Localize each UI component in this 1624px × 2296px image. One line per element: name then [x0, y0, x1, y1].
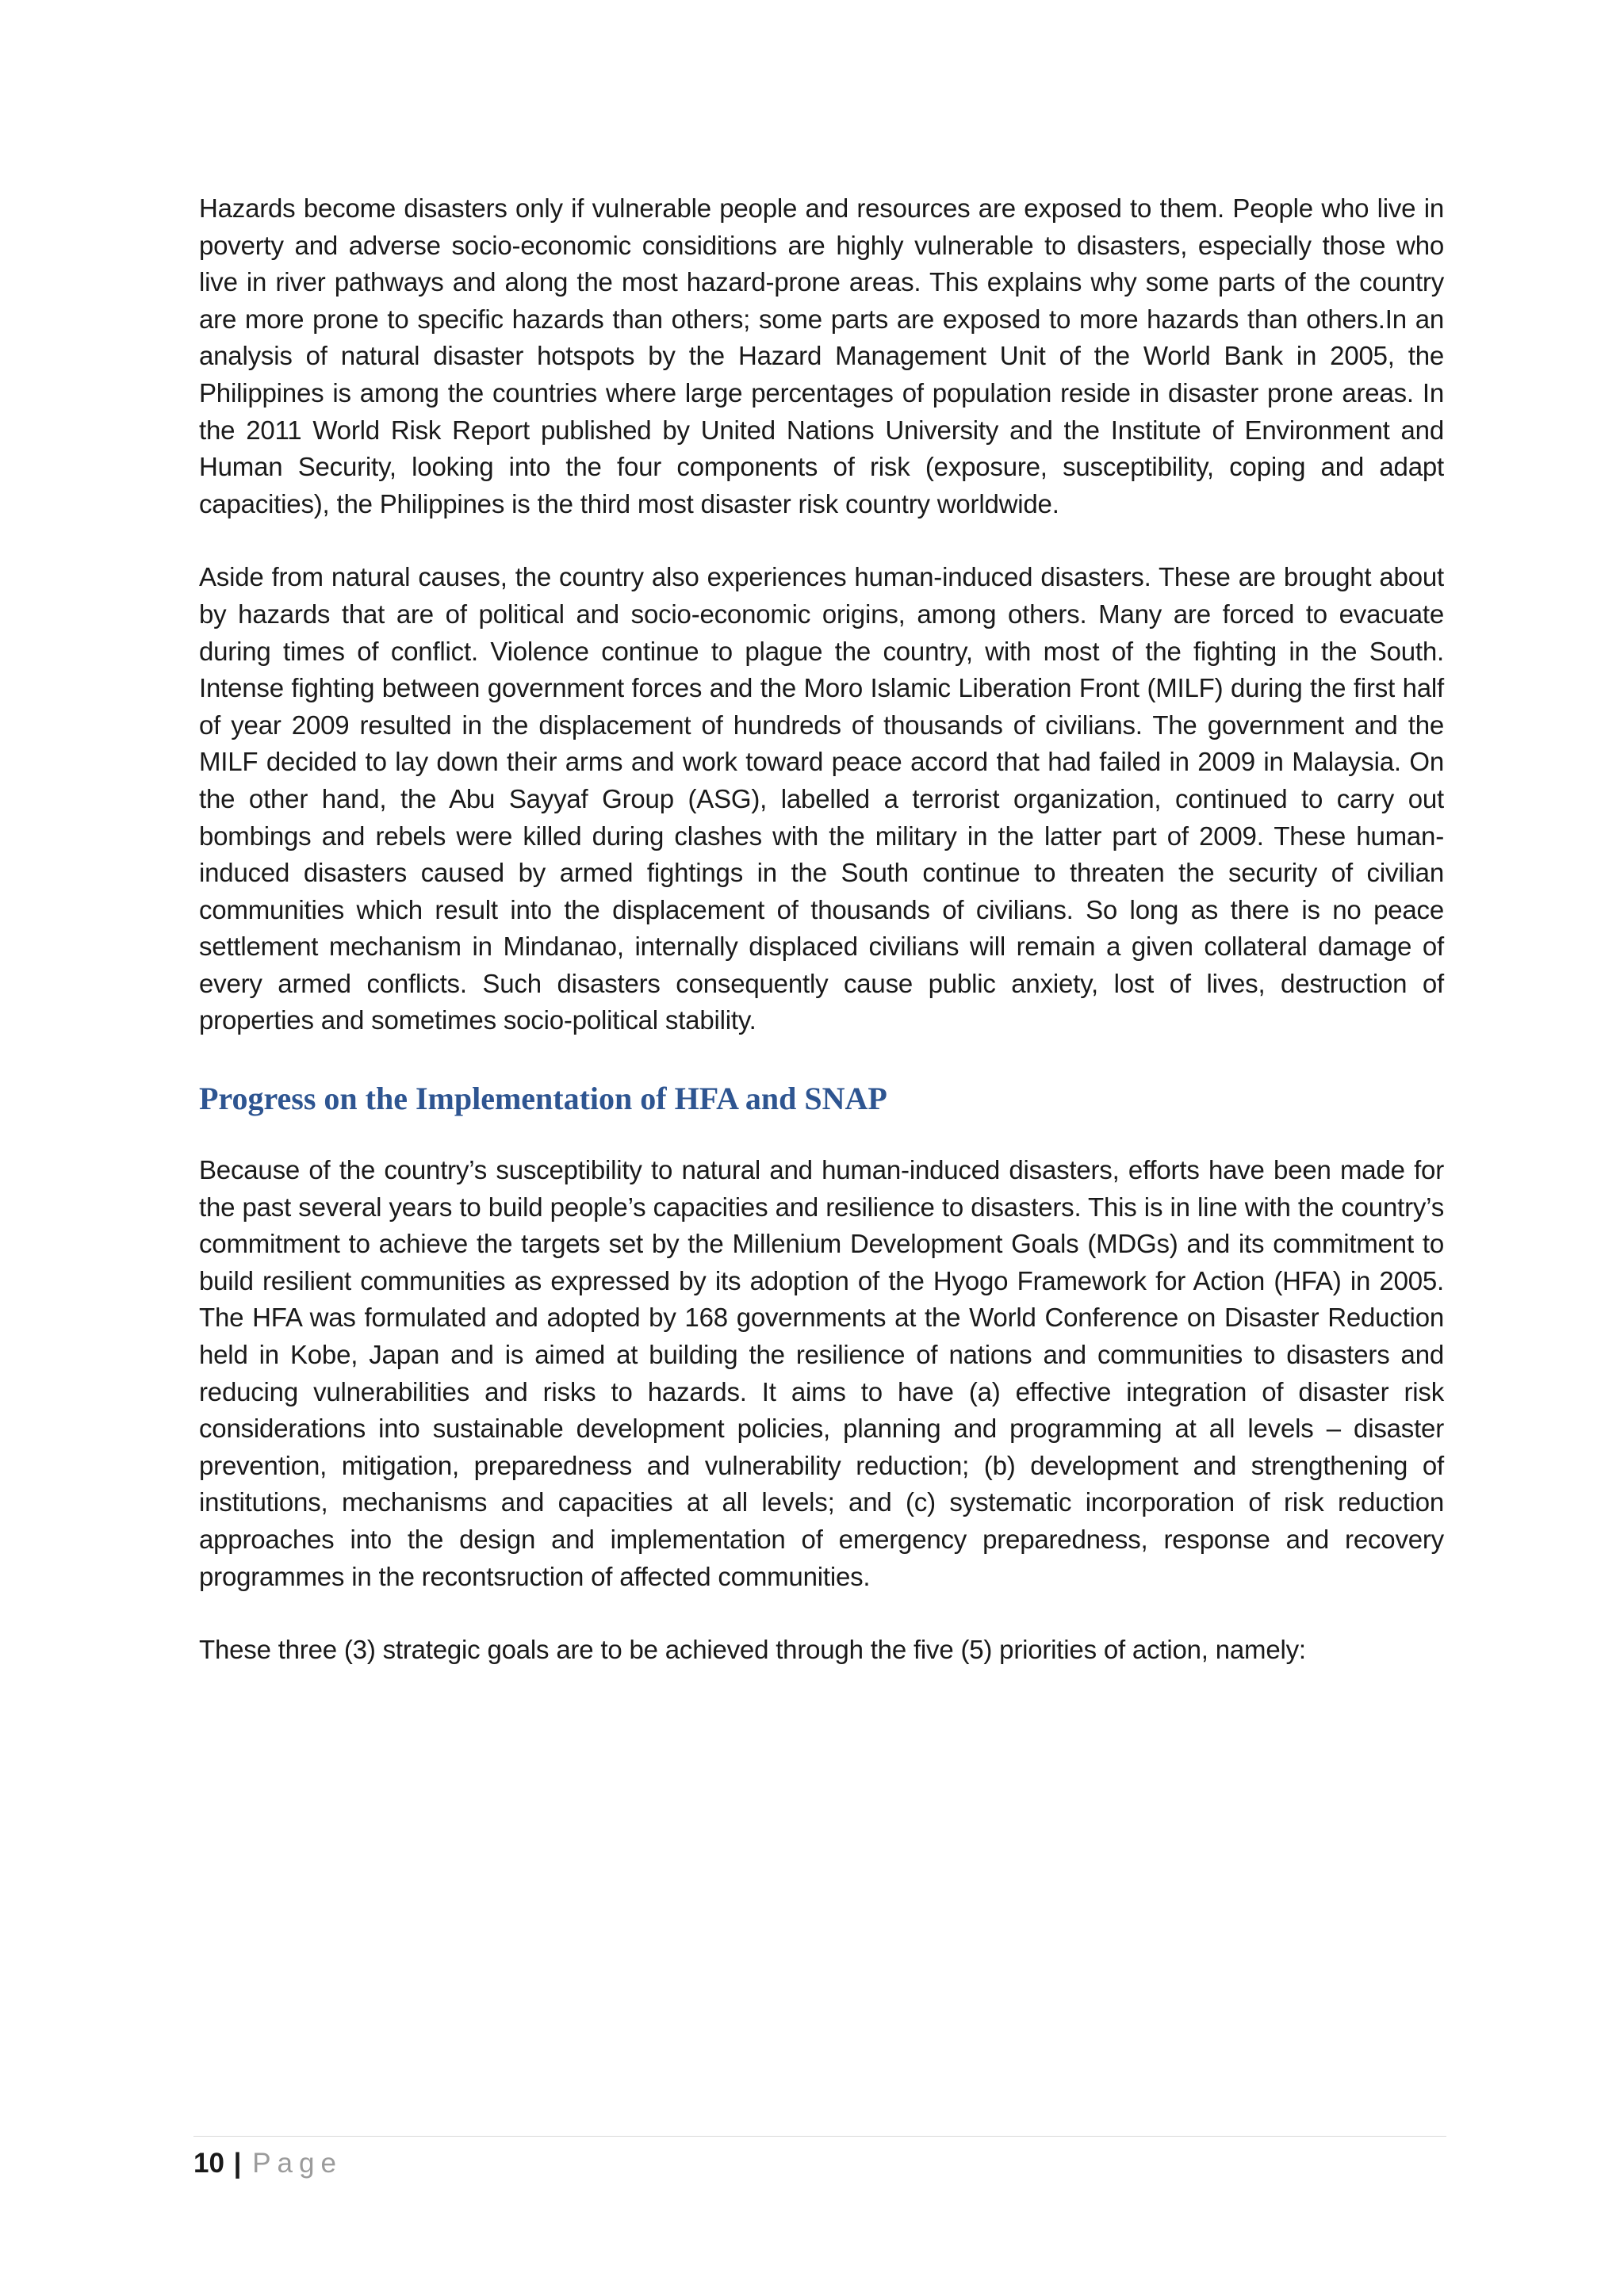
body-paragraph: Because of the country’s susceptibility to natural and human-induced disasters, efforts have been made for the past several years to build people’s capacities and resilience to disasters. This is in line with the country’s commitment to achieve the targets set by the Millenium Development Goals (MDGs) and its commitment to build resilient communities as expressed by its adoption of the Hyogo Framework for Action (HFA) in 2005. The HFA was formulated and adopted by 168 governments at the World Conference on Disaster Reduction held in Kobe, Japan and is aimed at building the resilience of nations and communities to disasters and reducing vulnerabilities and risks to hazards. It aims to have (a) effective integration of disaster risk considerations into sustainable development policies, planning and programming at all levels – disaster prevention, mitigation, preparedness and vulnerability reduction; (b) development and strengthening of institutions, mechanisms and capacities at all levels; and (c) systematic incorporation of risk reduction approaches into the design and implementation of emergency preparedness, response and recovery programmes in the recontsruction of affected communities. [199, 1155, 1444, 1591]
page-number: 10 [193, 2148, 224, 2179]
page-label: Page [252, 2148, 343, 2179]
section-heading: Progress on the Implementation of HFA and SNAP [199, 1081, 887, 1117]
body-paragraph: These three (3) strategic goals are to be achieved through the five (5) priorities of action, namely: [199, 1635, 1306, 1665]
footer-separator: | [233, 2148, 242, 2179]
page-footer [193, 2136, 1446, 2181]
body-paragraph: Aside from natural causes, the country also experiences human-induced disasters. These are brought about by hazards that are of political and socio-economic origins, among others. Many are forced to evacuate during times of conflict. Violence continue to plague the country, with most of the fighting in the South. Intense fighting between government forces and the Moro Islamic Liberation Front (MILF) during the first half of year 2009 resulted in the displacement of hundreds of thousands of civilians. The government and the MILF decided to lay down their arms and work toward peace accord that had failed in 2009 in Malaysia. On the other hand, the Abu Sayyaf Group (ASG), labelled a terrorist organization, continued to carry out bombings and rebels were killed during clashes with the military in the latter part of 2009. These human-induced disasters caused by armed fightings in the South continue to threaten the security of civilian communities which result into the displacement of thousands of civilians. So long as there is no peace settlement mechanism in Mindanao, internally displaced civilians will remain a given collateral damage of every armed conflicts. Such disasters consequently cause public anxiety, lost of lives, destruction of properties and sometimes socio-political stability. [199, 562, 1444, 1035]
document-page [199, 190, 1444, 1669]
body-paragraph: Hazards become disasters only if vulnerable people and resources are exposed to them. People who live in poverty and adverse socio-economic considitions are highly vulnerable to disasters, especially those who live in river pathways and along the most hazard-prone areas. This explains why some parts of the country are more prone to specific hazards than others; some parts are exposed to more hazards than others.In an analysis of natural disaster hotspots by the Hazard Management Unit of the World Bank in 2005, the Philippines is among the countries where large percentages of population reside in disaster prone areas. In the 2011 World Risk Report published by United Nations University and the Institute of Environment and Human Security, looking into the four components of risk (exposure, susceptibility, coping and adapt capacities), the Philippines is the third most disaster risk country worldwide. [199, 193, 1444, 519]
